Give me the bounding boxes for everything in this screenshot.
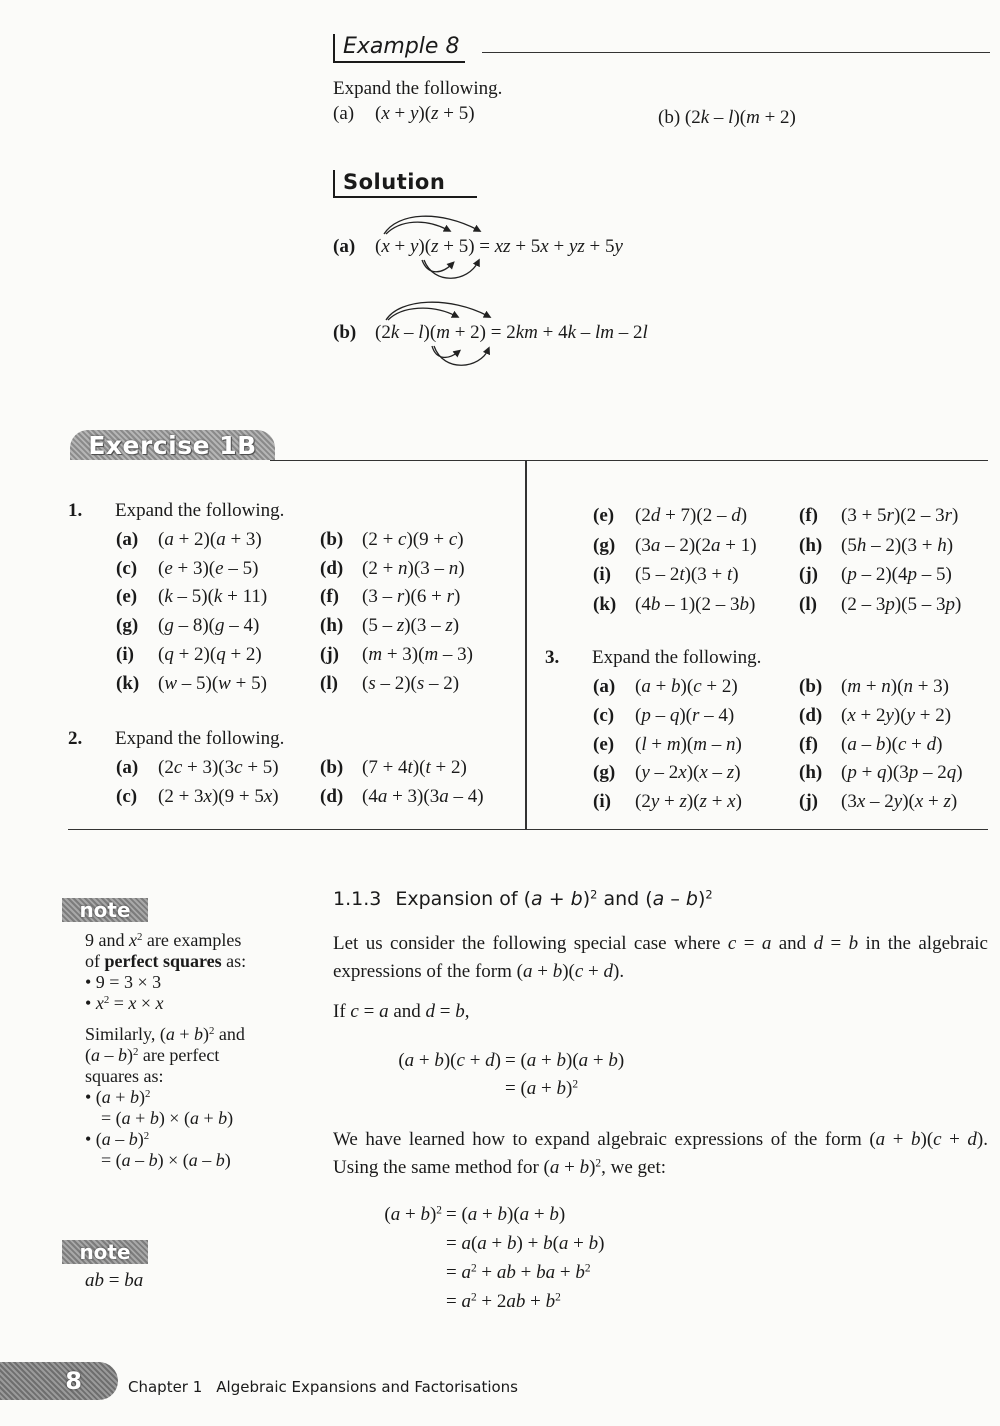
equation-rhs: = (a + b)(a + b) (446, 1204, 566, 1225)
part-label: (a) (333, 236, 356, 257)
running-footer (128, 1378, 532, 1396)
exercise-item (799, 535, 953, 557)
exercise-item (799, 762, 963, 784)
item-label: (i) (593, 564, 611, 585)
math-expression: (m + 3)(m – 3) (362, 643, 473, 665)
exercise-item (116, 586, 267, 608)
item-label: (d) (320, 786, 344, 807)
math-expression: (2 – 3p)(5 – 3p) (841, 593, 962, 615)
item-label: (d) (320, 557, 344, 579)
question-2 (68, 728, 284, 750)
math-expression: (m + n)(n + 3) (841, 676, 949, 697)
exercise-item (320, 558, 465, 580)
item-label: (l) (799, 593, 817, 615)
distribution-arrows-icon (370, 210, 500, 285)
item-label: (b) (320, 757, 344, 778)
exercise-item (799, 676, 949, 698)
exercise-item (320, 586, 460, 608)
example-heading (333, 34, 465, 63)
note-line: • $x^2 = x \times x$ (85, 993, 164, 1013)
exercise-column-divider (525, 460, 527, 830)
question-number: 1. (68, 500, 83, 521)
exercise-item (116, 558, 258, 580)
math-expression: (7 + 4t)(t + 2) (362, 757, 467, 778)
math-expression: (y – 2x)(x – z) (635, 762, 741, 784)
item-label: (c) (116, 786, 138, 807)
math-expression: (5 – 2t)(3 + t) (635, 564, 739, 585)
exercise-top-rule (270, 460, 988, 461)
math-expression: (p – 2)(4p – 5) (841, 564, 952, 585)
chapter-title: Algebraic Expansions and Factorisations (216, 1378, 518, 1396)
exercise-item (116, 757, 279, 779)
note-line: of perfect squares as: (85, 951, 247, 971)
example-prompt: Expand the following. (333, 78, 503, 99)
exercise-item (799, 791, 957, 813)
note-line: = (a – b) × (a – b) (101, 1150, 231, 1170)
note-line: Similarly, $(a + b)^2$ and (85, 1024, 245, 1044)
exercise-item (799, 505, 958, 527)
math-expression: (w – 5)(w + 5) (158, 672, 267, 694)
math-expression: (3a – 2)(2a + 1) (635, 534, 757, 556)
note-text (85, 930, 246, 1171)
question-3 (545, 647, 761, 669)
math-expression: (2c + 3)(3c + 5) (158, 757, 279, 778)
math-expression: (x + 2y)(y + 2) (841, 704, 952, 726)
item-label: (i) (116, 643, 134, 665)
chapter-label: Chapter 1 (128, 1378, 203, 1396)
note-line: ab = ba (85, 1270, 144, 1291)
exercise-item (593, 762, 741, 784)
question-prompt: Expand the following. (115, 500, 285, 521)
exercise-item (593, 734, 742, 756)
equation-rhs: = $a^2$ + ab + ba + $b^2$ (446, 1262, 591, 1283)
equation-lhs: (a + b)(c + d) (398, 1050, 501, 1071)
item-label: (e) (593, 505, 615, 526)
math-expression: (3 – r)(6 + r) (362, 586, 461, 608)
exercise-item (320, 786, 484, 808)
section-title: Expansion of $(a + b)^2$ and (a – b)$^2$ (395, 887, 713, 910)
math-expression: (a + b)(c + 2) (635, 676, 738, 697)
math-expression: (a + 2)(a + 3) (158, 529, 262, 550)
item-label: (i) (593, 791, 611, 813)
question-number: 3. (545, 647, 560, 668)
question-prompt: Expand the following. (115, 728, 285, 749)
math-expression: (e + 3)(e – 5) (158, 557, 259, 579)
exercise-banner: Exercise 1B (70, 430, 275, 460)
exercise-item (799, 734, 942, 756)
exercise-item (320, 615, 459, 637)
math-expression: (5 – z)(3 – z) (362, 615, 460, 637)
item-label: (b) (320, 529, 344, 550)
note-line: • (a – b)$^2$ (85, 1129, 150, 1149)
item-label: (a) (593, 676, 616, 697)
math-expression: (4b – 1)(2 – 3b) (635, 593, 756, 615)
math-expression: (q + 2)(q + 2) (158, 643, 262, 665)
item-label: (j) (320, 643, 339, 665)
solution-rhs: = xz + 5x + yz + 5y (479, 236, 623, 257)
item-label: (k) (593, 593, 617, 615)
item-label: (d) (799, 704, 823, 726)
item-label: (a) (116, 757, 139, 778)
note-text (85, 1270, 143, 1291)
example-title: Example 8 (343, 34, 460, 59)
paragraph: If c = a and d = b, (333, 1001, 470, 1022)
note-line: 9 and $x^2$ are examples (85, 930, 242, 950)
equation-rhs: = $a^2 + 2ab + b^2$ (446, 1291, 561, 1312)
item-label: (a) (116, 529, 139, 550)
exercise-item (116, 673, 267, 695)
item-label: (j) (799, 791, 818, 813)
item-label: (f) (320, 586, 339, 608)
page-number: 8 (0, 1362, 118, 1400)
exercise-item (116, 644, 262, 666)
equation-rhs: = a(a + b) + b(a + b) (446, 1233, 605, 1254)
note-badge: note (62, 1240, 148, 1264)
item-label: (h) (320, 615, 344, 637)
math-expression: (a – b)(c + d) (841, 733, 943, 755)
distribution-arrows-icon (370, 296, 500, 371)
note-line: • $(a + b)^2$ (85, 1087, 151, 1107)
question-1 (68, 500, 284, 522)
exercise-item (593, 505, 747, 527)
exercise-item (593, 705, 734, 727)
solution-lhs: (2k – l)(m + 2) (375, 322, 486, 343)
note-badge: note (62, 898, 148, 922)
math-expression: (2y + z)(z + x) (635, 791, 742, 813)
item-label: (g) (593, 762, 616, 784)
item-label: (l) (320, 672, 338, 694)
item-label: (f) (799, 505, 818, 526)
question-number: 2. (68, 728, 83, 749)
exercise-item (593, 564, 739, 586)
item-label: (b) (799, 676, 823, 697)
equation-rhs: = $(a + b)^2$ (505, 1078, 579, 1099)
math-expression: (2 + c)(9 + c) (362, 529, 464, 550)
item-label: (k) (116, 672, 140, 694)
item-label: (g) (593, 534, 616, 556)
math-expression: (3 + 5r)(2 – 3r) (841, 505, 959, 526)
item-label: (c) (116, 557, 138, 579)
example-rule (482, 52, 990, 53)
equation-lhs: $(a + b)^2$ (384, 1204, 442, 1225)
note-line: (a – b)$^2$ are perfect (85, 1045, 220, 1065)
item-label: (c) (593, 704, 615, 726)
math-expression: (5h – 2)(3 + h) (841, 534, 954, 556)
math-expression: (s – 2)(s – 2) (362, 672, 460, 694)
math-expression: (l + m)(m – n) (635, 733, 742, 755)
exercise-item (799, 705, 951, 727)
exercise-item (320, 757, 467, 779)
exercise-item (593, 676, 738, 698)
math-expression: (2 + n)(3 – n) (362, 557, 465, 579)
item-label: (e) (116, 586, 138, 608)
exercise-item (593, 594, 755, 616)
section-heading (333, 888, 713, 910)
solution-lhs: (x + y)(z + 5) (375, 236, 475, 257)
item-label: (j) (799, 564, 818, 585)
note-line: • 9 = 3 × 3 (85, 972, 162, 992)
math-expression: (g – 8)(g – 4) (158, 615, 260, 637)
exercise-bottom-rule (68, 829, 988, 830)
exercise-item (116, 786, 279, 808)
math-expression: (2 + 3x)(9 + 5x) (158, 786, 279, 807)
math-expression: (k – 5)(k + 11) (158, 586, 268, 608)
solution-heading (333, 170, 477, 198)
note-line: squares as: (85, 1066, 164, 1086)
item-label: (g) (116, 615, 139, 637)
equation-rhs: = (a + b)(a + b) (505, 1050, 625, 1071)
solution-rhs: = 2km + 4k – lm – 2l (490, 322, 648, 343)
exercise-item (799, 564, 952, 586)
item-label: (h) (799, 762, 823, 784)
math-expression: (4a + 3)(3a – 4) (362, 786, 484, 807)
question-prompt: Expand the following. (592, 647, 762, 668)
part-label: (b) (658, 107, 681, 128)
math-expression: (p – q)(r – 4) (635, 704, 735, 726)
exercise-item (593, 535, 757, 557)
part-label: (b) (333, 322, 357, 343)
math-expression: (2k – l)(m + 2) (684, 107, 796, 128)
solution-title: Solution (343, 170, 446, 194)
example-part-a (333, 103, 475, 125)
note-line: = (a + b) × (a + b) (101, 1108, 234, 1128)
paragraph: We have learned how to expand algebraic expressions of the form (a + b)(c + d). Using the same method for $(a + b)^2$, we get: (333, 1129, 988, 1178)
math-expression: (x + y)(z + 5) (375, 103, 475, 124)
math-expression: (p + q)(3p – 2q) (841, 762, 963, 784)
item-label: (f) (799, 733, 818, 755)
math-expression: (3x – 2y)(x + z) (841, 791, 958, 813)
exercise-item (593, 791, 742, 813)
exercise-item (116, 529, 262, 551)
exercise-item (320, 644, 473, 666)
exercise-item (320, 673, 459, 695)
example-part-b (658, 107, 796, 129)
paragraph: Let us consider the following special case where c = a and d = b in the algebraic expressions of the form (a + b)(c + d). (333, 933, 988, 982)
math-expression: (2d + 7)(2 – d) (635, 505, 748, 526)
exercise-item (320, 529, 464, 551)
section-number: 1.1.3 (333, 888, 382, 910)
part-label: (a) (333, 103, 355, 124)
item-label: (h) (799, 534, 823, 556)
note-line (85, 1014, 246, 1024)
item-label: (e) (593, 733, 615, 755)
exercise-item (799, 594, 961, 616)
exercise-item (116, 615, 259, 637)
